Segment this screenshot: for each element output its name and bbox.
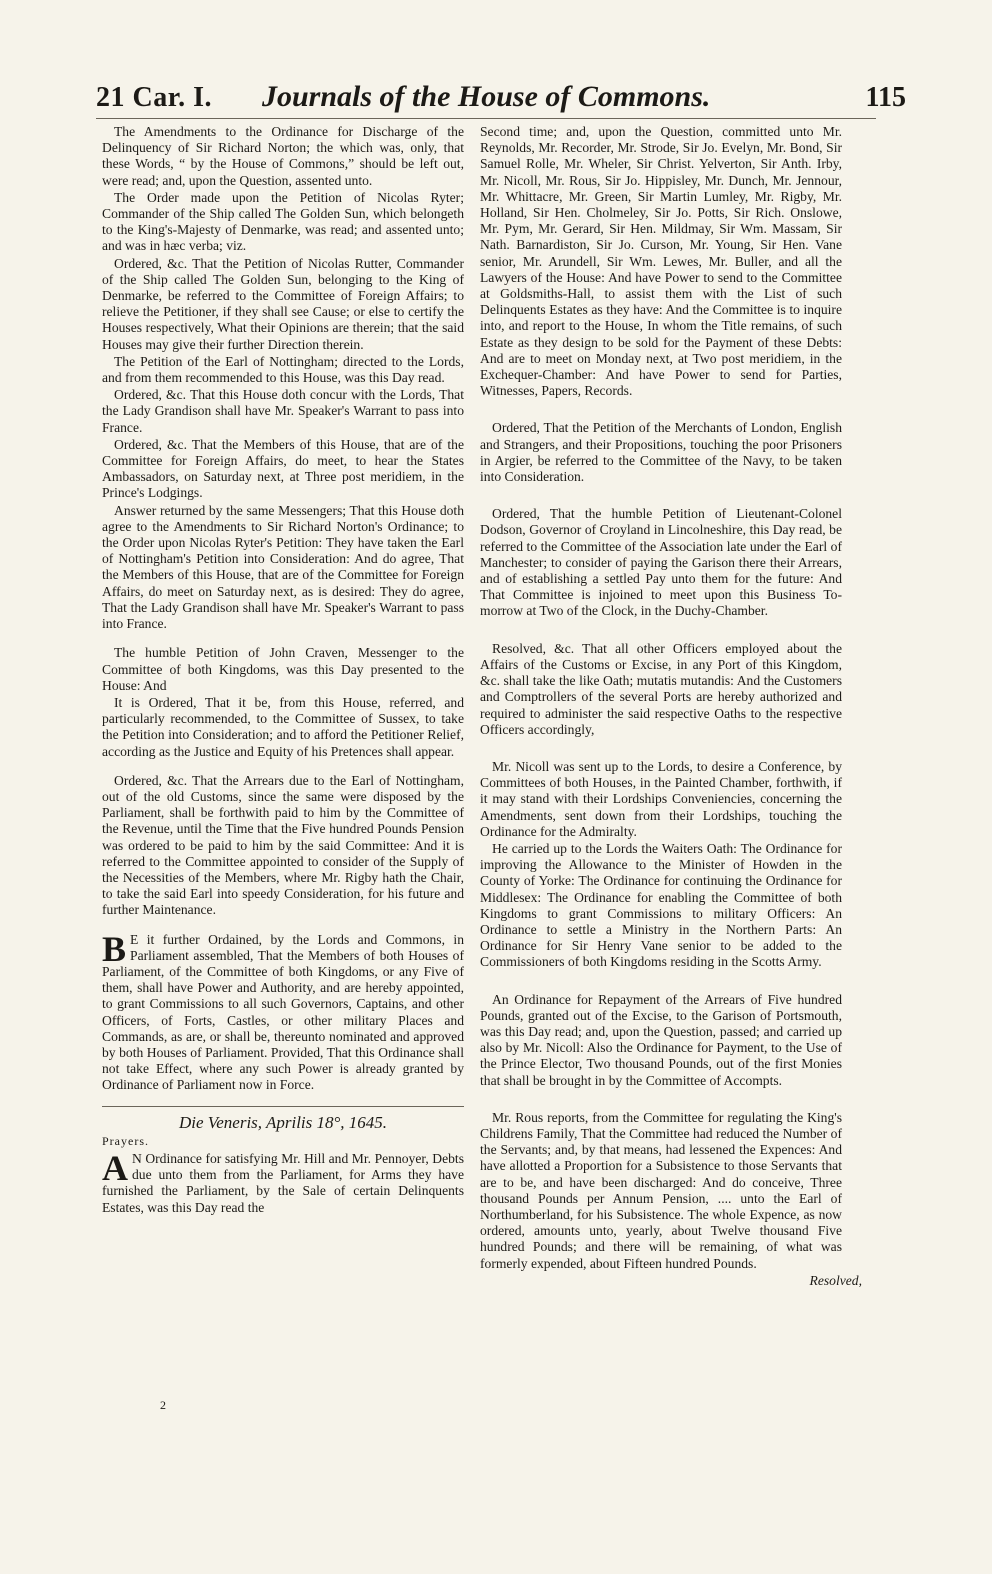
paragraph: Ordered, That the Petition of the Merchants of London, English and Strangers, and their Propositions, touching the poor Prisoners in Argier, be referred to the Committee of the Navy, to be taken into Consideration. [480, 420, 842, 485]
paragraph: The Order made upon the Petition of Nicolas Ryter; Commander of the Ship called The Golden Sun, which belongeth to the King's-Majesty of Denmarke, was read; and assented unto; and was in hæc verba; viz. [102, 189, 464, 254]
paragraph: Ordered, &c. That this House doth concur with the Lords, That the Lady Grandison shall have Mr. Speaker's Warrant to pass into France. [102, 387, 464, 435]
drop-cap: B [102, 928, 127, 969]
drop-cap: A [102, 1147, 128, 1188]
paragraph: The humble Petition of John Craven, Messenger to the Committee of both Kingdoms, was this Day presented to the House: And [102, 645, 464, 693]
paragraph: Mr. Nicoll was sent up to the Lords, to desire a Conference, by Committees of both Houses, in the Painted Chamber, forthwith, if it may stand with their Lordships Conveniencies, concerning the Amendments, sent down from their Lordships, touching the Ordinance for the Admiralty. [480, 758, 842, 839]
right-column [480, 124, 862, 1291]
page-number: 115 [865, 82, 906, 113]
paragraph: Mr. Rous reports, from the Committee for regulating the King's Childrens Family, That the Committee had reduced the Number of the Servants; and, by that means, had lessened the Expences: And have allotted a Proportion for a Subsistence to those Servants that are to be, and have been discharged: And do conceive, Three thousand Pounds per Annum Pension, .... unto the Earl of Northumberland, for his Subsistence. The whole Expence, as now ordered, amounts unto, yearly, about Twelve thousand Five hundred Pounds; and there will be remaining, of what was formerly expended, about Fifteen hundred Pounds. [480, 1109, 842, 1271]
paragraph: Second time; and, upon the Question, committed unto Mr. Reynolds, Mr. Recorder, Mr. Strode, Sir Jo. Evelyn, Mr. Bond, Sir Samuel Rolle, Mr. Wheler, Sir Christ. Yelverton, Sir Anth. Irby, Mr. Nicoll, Mr. Rous, Sir Jo. Hippisley, Mr. Dunch, Mr. Jennour, Mr. Whittacre, Mr. Green, Sir Martin Lumley, Mr. Rigby, Mr. Holland, Sir Hen. Cholmeley, Sir Jo. Potts, Sir Rich. Onslowe, Mr. Pym, Mr. Gerard, Sir Hen. Mildmay, Sir Wm. Massam, Sir Nath. Barnardiston, Sir Jo. Curson, Mr. Young, Sir Hen. Vane senior, Mr. Arundell, Sir Wm. Lewes, Mr. Buller, and all the Lawyers of the House: And have Power to send to the Committee at Goldsmiths-Hall, to assist them with the List of such Delinquents Estates as they have: And the Committee is to inquire into, and report to the House, In whom the Title remains, of such Estate as they design to be sold for the Payment of these Debts: And are to meet on Monday next, at Two post meridiem, in the Exchequer-Chamber: And have Power to send for Parties, Witnesses, Papers, Records. [480, 124, 842, 399]
paragraph: Resolved, &c. That all other Officers employed about the Affairs of the Customs or Excise, in any Port of this Kingdom, &c. shall take the like Oath; mutatis mutandis: And the Customers and Comptrollers of the several Ports are hereby authorized and required to administer the said respective Oaths to the respective Officers accordingly, [480, 640, 842, 737]
paragraph: The Petition of the Earl of Nottingham; directed to the Lords, and from them recommended to this House, was this Day read. [102, 353, 464, 386]
prayers-label: Prayers. [102, 1133, 149, 1148]
section-rule [102, 1106, 464, 1107]
paragraph: Ordered, &c. That the Members of this House, that are of the Committee for Foreign Affairs, do meet, to hear the States Ambassadors, on Saturday next, at Three post meridiem, in the Prince's Lodgings. [102, 436, 464, 501]
paragraph: Ordered, &c. That the Arrears due to the Earl of Nottingham, out of the old Customs, since the same were disposed by the Parliament, shall be forthwith paid to him by the Committee of the Revenue, until the Time that the Five hundred Pounds Pension was ordered to be paid to him by the said Committee: And it is referred to the Committee appointed to consider of the Supply of the Necessities of the Members, where Mr. Rigby hath the Chair, to take the said Earl into speedy Consideration, for his future and further Maintenance. [102, 772, 464, 918]
page-header [96, 72, 906, 118]
paragraph: It is Ordered, That it be, from this House, referred, and particularly recommended, to the Committee of Sussex, to take the Petition into Consideration; and to afford the Petitioner Relief, according as the Justice and Equity of his Pretences shall appear. [102, 694, 464, 759]
catchword: Resolved, [809, 1272, 862, 1288]
left-column [102, 124, 464, 1217]
ordinance-text: N Ordinance for satisfying Mr. Hill and Mr. Pennoyer, Debts due unto them from the Parliament, for Arms they have furnished the Parliament, by the Sale of certain Delinquents Estates, was this Day read the [102, 1150, 464, 1215]
regnal-year: 21 Car. I. [96, 82, 212, 113]
header-rule [96, 118, 876, 119]
signature-mark: 2 [160, 1398, 166, 1412]
journal-title: Journals of the House of Commons. [262, 80, 711, 113]
ordinance-text: E it further Ordained, by the Lords and Commons, in Parliament assembled, That the Members of both Houses of Parliament, of the Committee of both Kingdoms, or any Five of them, shall have Power and Authority, and are hereby appointed, to grant Commissions to all such Governors, Captains, and other Officers, of Forts, Castles, or other military Places and Commands, as are, or shall be, thereunto nominated and approved by both Houses of Parliament. Provided, That this Ordinance shall not take Effect, where any such Power is already granted by Ordinance of Parliament now in Force. [102, 931, 464, 1093]
ordinance-paragraph [102, 1147, 464, 1216]
paragraph: Answer returned by the same Messengers; That this House doth agree to the Amendments to Sir Richard Norton's Ordinance; to the Order upon Nicolas Ryter's Petition: They have taken the Earl of Nottingham's Petition into Consideration: And do agree, That the Members of this House, that are of the Committee for Foreign Affairs, do meet on Saturday next, as is desired: They do agree, That the Lady Grandison shall have Mr. Speaker's Warrant to pass into France. [102, 502, 464, 632]
paragraph: He carried up to the Lords the Waiters Oath: The Ordinance for improving the Allowance to the Minister of Howden in the County of Yorke: The Ordinance for continuing the Ordinance for Middlesex: The Ordinance for enabling the Committee of both Kingdoms to grant Commissions to military Officers: An Ordinance to settle a Ministry in the Northern Parts: An Ordinance for Sir Henry Vane senior to be added to the Commissioners of both Kingdoms residing in the Scotts Army. [480, 840, 842, 970]
dateline: Die Veneris, Aprilis 18°, 1645. [178, 1112, 388, 1132]
paragraph: Ordered, &c. That the Petition of Nicolas Rutter, Commander of the Ship called The Golden Sun, belonging to the King of Denmarke, be referred to the Committee of Foreign Affairs; to relieve the Petitioner, if they shall see Cause; or else to certify the Houses respectively, What their Opinions are therein; that the said Houses may give their further Direction therein. [102, 255, 464, 352]
paragraph: Ordered, That the humble Petition of Lieutenant-Colonel Dodson, Governor of Croyland in Lincolneshire, this Day read, be referred to the Committee of the Association late under the Earl of Manchester; to consider of paying the Garison there their Arrears, and of establishing a settled Pay unto them for the future: And That Committee is injoined to meet upon this Business To-morrow at Two of the Clock, in the Duchy-Chamber. [480, 506, 842, 619]
paragraph: An Ordinance for Repayment of the Arrears of Five hundred Pounds, granted out of the Excise, to the Garison of Portsmouth, was this Day read; and, upon the Question, passed; and carried up also by Mr. Nicoll: Also the Ordinance for Payment, to the Use of the Prince Elector, Two thousand Pounds, out of the first Monies that shall be brought in by the Committee of Accompts. [480, 991, 842, 1088]
paragraph: The Amendments to the Ordinance for Discharge of the Delinquency of Sir Richard Norton; the which was, only, that these Words, “ by the House of Commons,” should be left out, were read; and, upon the Question, assented unto. [102, 124, 464, 188]
ordinance-paragraph [102, 928, 464, 1094]
